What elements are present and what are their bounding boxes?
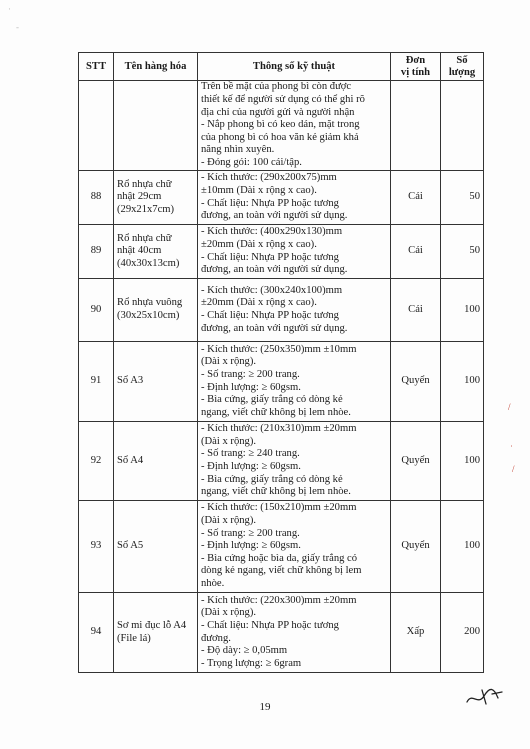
table-row	[79, 279, 484, 342]
name-line: nhật 29cm	[117, 191, 162, 203]
spec-line: - Số trang: ≥ 240 trang.	[201, 448, 300, 460]
name-cell	[114, 81, 198, 171]
spec-line: - Số trang: ≥ 200 trang.	[201, 368, 300, 380]
qty-cell	[441, 81, 484, 171]
spec-line: - Kích thước: (210x310)mm ±20mm	[201, 423, 357, 435]
spec-line: (Dài x rộng).	[201, 435, 257, 447]
name-cell	[114, 422, 198, 501]
spec-line: - Nắp phong bì có keo dán, mặt trong	[201, 119, 360, 131]
spec-line: - Kích thước: (290x200x75)mm	[201, 172, 337, 184]
header-qty-line: lượng	[448, 66, 476, 78]
name-line: (File lá)	[117, 632, 151, 644]
stt-cell: 93	[79, 501, 114, 593]
margin-mark: /	[512, 464, 515, 474]
header-spec: Thông số kỹ thuật	[198, 53, 391, 81]
unit-cell: Cái	[391, 171, 441, 225]
spec-line: - Kích thước: (400x290x130)mm	[201, 226, 343, 238]
spec-line: nhòe.	[201, 577, 225, 589]
stt-cell: 92	[79, 422, 114, 501]
table-row	[79, 342, 484, 422]
spec-cell	[198, 422, 391, 501]
spec-line: (Dài x rộng).	[201, 607, 257, 619]
stt-cell	[79, 81, 114, 171]
stt-cell: 90	[79, 279, 114, 342]
spec-cell	[198, 342, 391, 422]
unit-cell: Quyển	[391, 501, 441, 593]
unit-cell: Quyển	[391, 342, 441, 422]
header-unit	[391, 53, 441, 81]
name-cell	[114, 593, 198, 673]
spec-line: đương, an toàn với người sử dụng.	[201, 210, 348, 222]
spec-line: - Số trang: ≥ 200 trang.	[201, 527, 300, 539]
spec-cell	[198, 81, 391, 171]
spec-line: ±20mm (Dài x rộng x cao).	[201, 297, 317, 309]
stt-cell: 94	[79, 593, 114, 673]
spec-line: - Độ dày: ≥ 0,05mm	[201, 645, 288, 657]
spec-line: - Chất liệu: Nhựa PP hoặc tương	[201, 310, 339, 321]
unit-cell: Cái	[391, 279, 441, 342]
spec-line: - Kích thước: (150x210)mm ±20mm	[201, 502, 357, 514]
spec-line: - Bìa cứng, giấy trắng có dòng kẻ	[201, 473, 343, 485]
table-header-row	[79, 53, 484, 81]
table-row	[79, 593, 484, 673]
name-line: (40x30x13cm)	[117, 257, 180, 269]
header-unit-line: Đơn	[405, 54, 426, 66]
spec-cell	[198, 225, 391, 279]
spec-line: - Kích thước: (250x350)mm ±10mm	[201, 343, 357, 355]
qty-cell: 50	[441, 171, 484, 225]
scan-speck: ·	[8, 4, 11, 14]
spec-line: Trên bề mặt của phong bì còn được	[201, 81, 352, 93]
header-name: Tên hàng hóa	[114, 53, 198, 81]
spec-line: địa chỉ của người gửi và người nhận	[201, 106, 355, 118]
stt-cell: 89	[79, 225, 114, 279]
name-line: Sổ A3	[117, 375, 144, 387]
name-line: (29x21x7cm)	[117, 203, 175, 215]
name-line: nhật 40cm	[117, 245, 162, 257]
spec-line: - Chất liệu: Nhựa PP hoặc tương	[201, 197, 339, 209]
spec-line: đương, an toàn với người sử dụng.	[201, 322, 348, 334]
spec-line: - Bìa cứng, giấy trắng có dòng kẻ	[201, 394, 343, 406]
header-qty-line: Số	[456, 54, 468, 66]
header-unit-line: vị tính	[400, 66, 431, 78]
spec-line: ±20mm (Dài x rộng x cao).	[201, 238, 317, 250]
unit-cell: Cái	[391, 225, 441, 279]
spec-line: năng nhìn xuyên.	[201, 144, 275, 156]
spec-line: - Bìa cứng hoặc bìa da, giấy trắng có	[201, 552, 358, 564]
spec-line: - Chất liệu: Nhựa PP hoặc tương	[201, 251, 339, 263]
margin-mark: ˙	[510, 444, 513, 454]
spec-cell	[198, 171, 391, 225]
spec-line: đương.	[201, 632, 231, 644]
unit-cell: Quyển	[391, 422, 441, 501]
spec-line: (Dài x rộng).	[201, 515, 257, 527]
spec-line: - Kích thước: (220x300)mm ±20mm	[201, 594, 357, 606]
spec-line: ngang, viết chữ không bị lem nhòe.	[201, 486, 351, 498]
name-cell	[114, 279, 198, 342]
margin-mark: /	[508, 402, 511, 412]
stt-cell: 88	[79, 171, 114, 225]
spec-cell	[198, 279, 391, 342]
name-line: Rổ nhựa chữ	[117, 178, 172, 190]
unit-cell	[391, 81, 441, 171]
spec-line: - Chất liệu: Nhựa PP hoặc tương	[201, 619, 339, 631]
spec-line: thiết kế để người sử dụng có thể ghi rõ	[201, 94, 365, 106]
name-line: (30x25x10cm)	[117, 310, 180, 321]
stt-cell: 91	[79, 342, 114, 422]
spec-line: ±10mm (Dài x rộng x cao).	[201, 184, 317, 196]
spec-line: dòng kẻ ngang, viết chữ không bị lem	[201, 565, 362, 577]
qty-cell: 100	[441, 342, 484, 422]
name-cell	[114, 225, 198, 279]
spec-cell	[198, 501, 391, 593]
qty-cell: 200	[441, 593, 484, 673]
name-cell	[114, 501, 198, 593]
qty-cell: 50	[441, 225, 484, 279]
qty-cell: 100	[441, 279, 484, 342]
name-line: Rổ nhựa chữ	[117, 232, 172, 244]
table-row	[79, 171, 484, 225]
name-cell	[114, 342, 198, 422]
spec-line: - Định lượng: ≥ 60gsm.	[201, 540, 301, 552]
spec-line: - Định lượng: ≥ 60gsm.	[201, 461, 301, 472]
table-row-continued	[79, 81, 484, 171]
spec-line: - Trọng lượng: ≥ 6gram	[201, 657, 302, 669]
spec-line: của phong bì có hoa văn kẻ giảm khả	[201, 131, 359, 143]
spec-line: (Dài x rộng).	[201, 356, 257, 368]
spec-line: - Định lượng: ≥ 60gsm.	[201, 381, 301, 393]
specification-table	[78, 52, 484, 673]
unit-cell: Xấp	[391, 593, 441, 673]
page-number: 19	[259, 701, 271, 713]
spec-line: - Kích thước: (300x240x100)mm	[201, 284, 343, 296]
scan-speck: -	[16, 22, 19, 32]
qty-cell: 100	[441, 501, 484, 593]
name-line: Sơ mi đục lỗ A4	[117, 619, 187, 631]
header-stt: STT	[79, 53, 114, 81]
header-qty	[441, 53, 484, 81]
name-line: Sổ A4	[117, 454, 144, 466]
table-row	[79, 422, 484, 501]
table-row	[79, 225, 484, 279]
spec-line: - Đóng gói: 100 cái/tập.	[201, 156, 302, 168]
name-line: Rổ nhựa vuông	[117, 297, 183, 309]
spec-line: đương, an toàn với người sử dụng.	[201, 264, 348, 276]
qty-cell: 100	[441, 422, 484, 501]
spec-cell	[198, 593, 391, 673]
table-row	[79, 501, 484, 593]
name-line: Sổ A5	[117, 540, 144, 552]
name-cell	[114, 171, 198, 225]
spec-line: ngang, viết chữ không bị lem nhòe.	[201, 406, 351, 418]
